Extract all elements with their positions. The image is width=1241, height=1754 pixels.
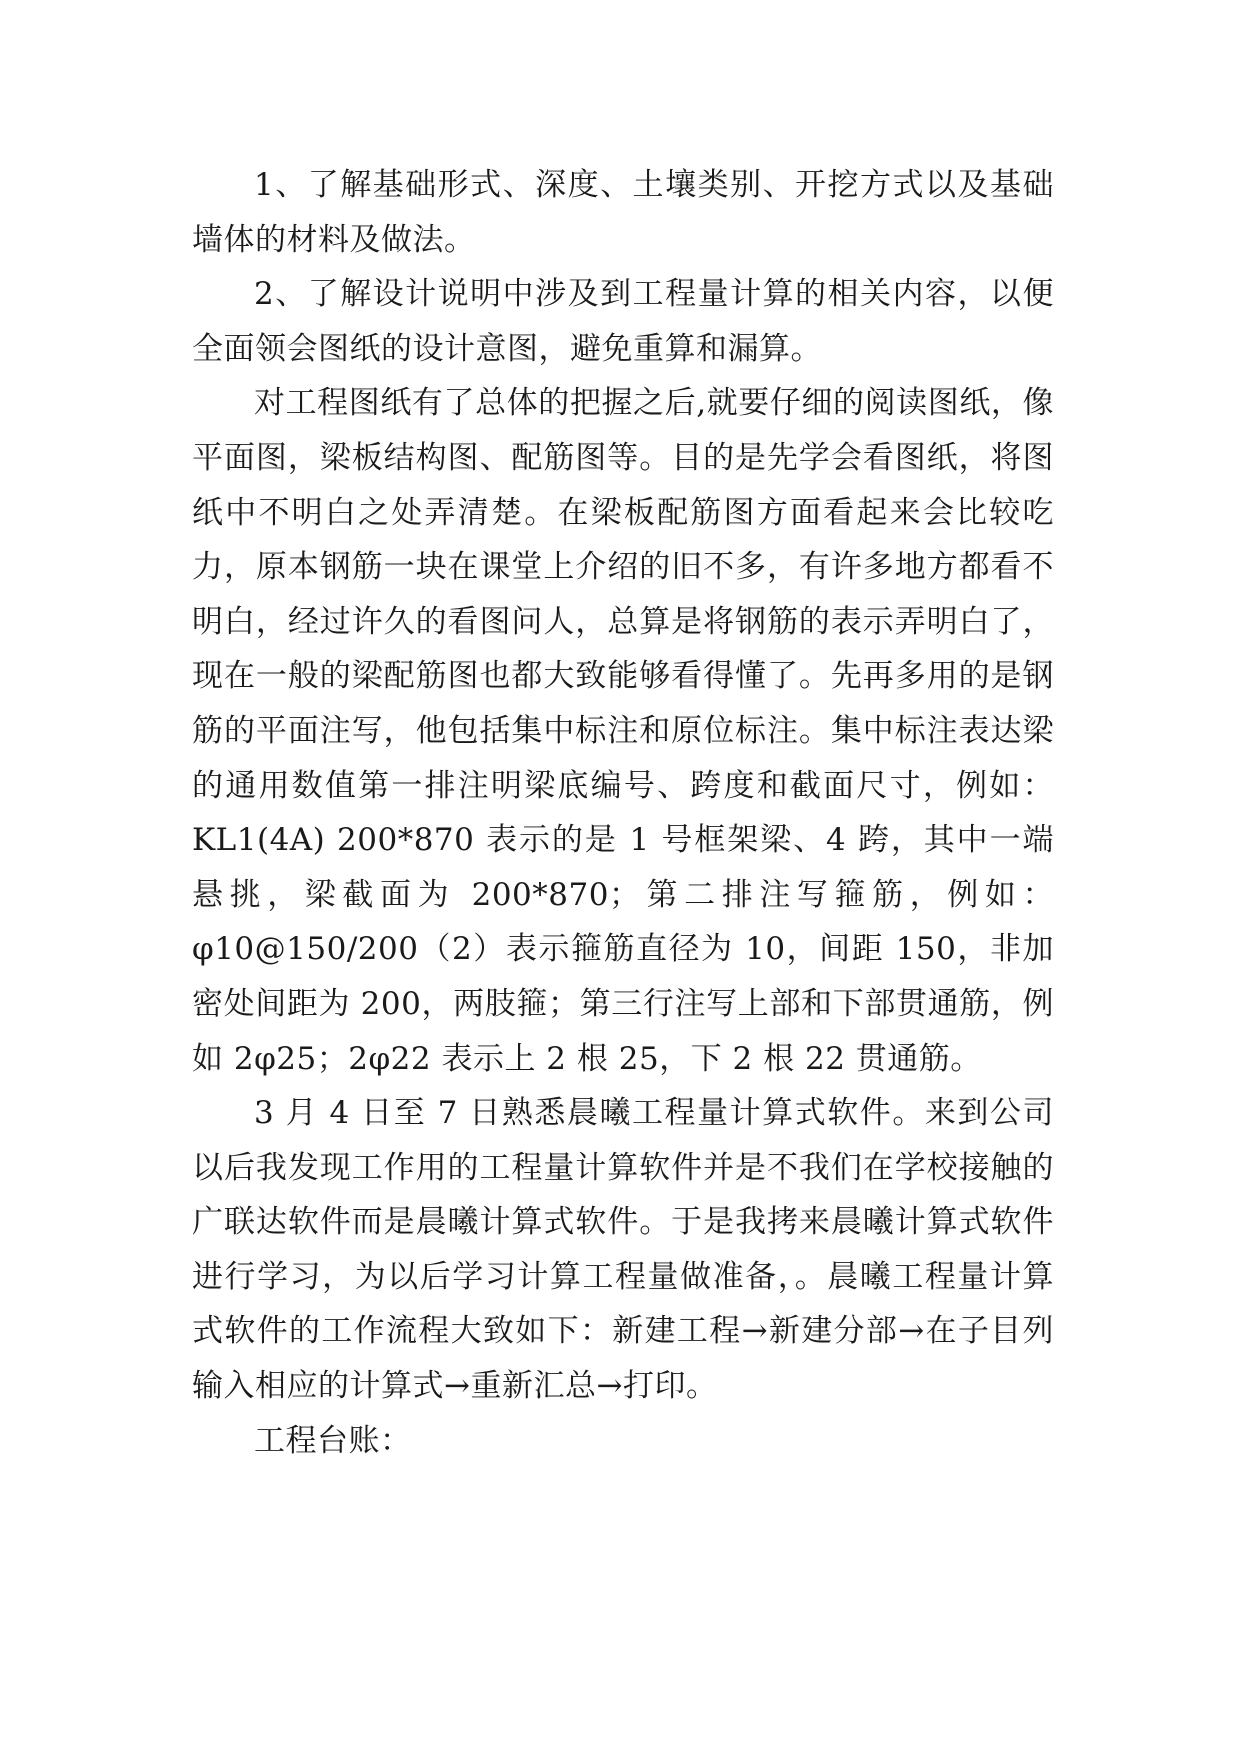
paragraph-foundation-info: 1、了解基础形式、深度、土壤类别、开挖方式以及基础墙体的材料及做法。 — [192, 167, 1054, 258]
paragraph-project-ledger-heading: 工程台账： — [254, 1422, 412, 1459]
document-body — [192, 158, 1054, 1468]
paragraph-drawing-reading: 对工程图纸有了总体的把握之后,就要仔细的阅读图纸，像平面图，梁板结构图、配筋图等。目的是先学会看图纸，将图纸中不明白之处弄清楚。在梁板配筋图方面看起来会比较吃力，原本钢筋一块在课堂上介绍的旧不多，有许多地方都看不明白，经过许久的看图问人，总算是将钢筋的表示弄明白了，现在一般的梁配筋图也都大致能够看得懂了。先再多用的是钢筋的平面注写，他包括集中标注和原位标注。集中标注表达梁的通用数值第一排注明梁底编号、跨度和截面尺寸，例如：KL1(4A) 200*870 表示的是 1 号框架梁、4 跨，其中一端悬挑，梁截面为 200*870；第二排注写箍筋，例如：φ10@150/200（2）表示箍筋直径为 10，间距 150，非加密处间距为 200，两肢箍；第三行注写上部和下部贯通筋，例如 2φ25；2φ22 表示上 2 根 25，下 2 根 22 贯通筋。 — [192, 385, 1054, 1077]
paragraph-design-notes: 2、了解设计说明中涉及到工程量计算的相关内容，以便全面领会图纸的设计意图，避免重算和漏算。 — [192, 276, 1054, 367]
paragraph-software-learning: 3 月 4 日至 7 日熟悉晨曦工程量计算式软件。来到公司以后我发现工作用的工程量计算软件并是不我们在学校接触的广联达软件而是晨曦计算式软件。于是我拷来晨曦计算式软件进行学习，为以后学习计算工程量做准备，。晨曦工程量计算式软件的工作流程大致如下：新建工程→新建分部→在子目列输入相应的计算式→重新汇总→打印。 — [192, 1095, 1054, 1405]
